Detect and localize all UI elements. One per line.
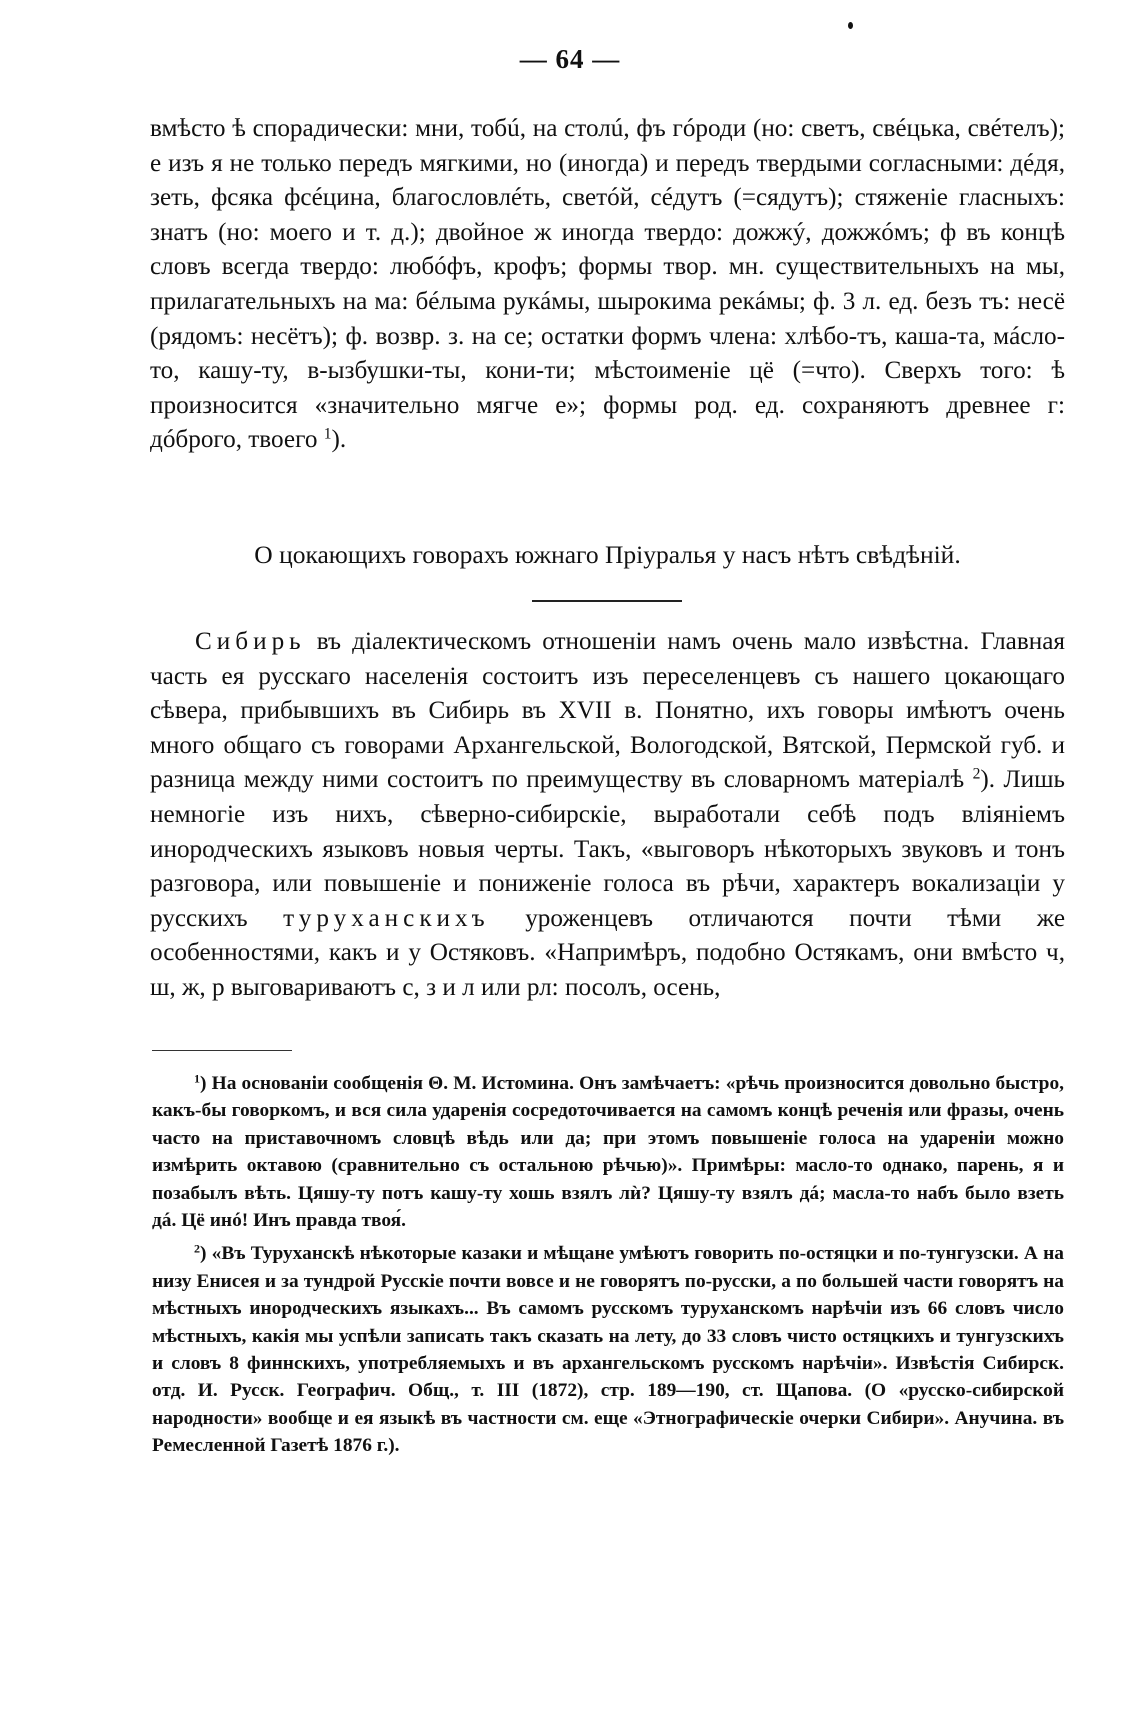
section-divider <box>532 600 682 602</box>
footnote-divider <box>152 1050 292 1051</box>
paragraph-end: ). <box>331 426 347 454</box>
footnote-ref-1: 1 <box>323 425 332 443</box>
paragraph-siberia <box>150 625 1065 1006</box>
spaced-word-siberia: Сибирь <box>195 628 306 655</box>
paragraph-text-part3: уроженцевъ отличаются почти тѣми же особенностями, какъ и у Остяковъ. «Напримѣръ, подобно Остякамъ, они вмѣсто ч, ш, ж, р выговариваютъ с, з и л или рл: посолъ, осень, <box>150 904 1066 1001</box>
section-heading: О цокающихъ говорахъ южнаго Пріуралья у насъ нѣтъ свѣдѣній. <box>254 540 961 569</box>
ink-speck <box>848 22 853 29</box>
footnotes <box>152 1070 1064 1466</box>
footnote-marker: 1 <box>194 1071 201 1086</box>
paragraph-text-part2: ). Лишь немногіе изъ нихъ, сѣверно-сибирскіе, выработали себѣ подъ вліяніемъ инородческихъ языковъ новыя черты. Такъ, «выговоръ нѣкоторыхъ звуковъ и тонъ разговора, или повышеніе и пониженіе голоса въ рѣчи, характеръ вокализаціи у русскихъ <box>150 766 1065 932</box>
footnote-text: ) «Въ Туруханскѣ нѣкоторые казаки и мѣщане умѣютъ говорить по-остяцки и по-тунгузски. А на низу Енисея и за тундрой Русскіе почти вовсе и не говорятъ по-русски, а по большей части говорятъ на мѣстныхъ инородческихъ языкахъ... Въ самомъ русскомъ туруханскомъ нарѣчіи изъ 66 словъ число мѣстныхъ, какія мы успѣли записать такъ сказать на лету, до 33 словъ чисто остяцкихъ и тунгузскихъ и словъ 8 финнскихъ, употребляемыхъ и въ архангельскомъ русскомъ нарѣчіи». Извѣстія Сибирск. отд. И. Русск. Географич. Общ., т. III (1872), стр. 189—190, ст. Щапова. (О «русско-сибирской народности» вообще и ея языкѣ въ частности см. еще «Этнографическіе очерки Сибири». Анучина. въ Ремесленной Газетѣ 1876 г.). <box>152 1243 1064 1457</box>
paragraph-text-part1: въ діалектическомъ отношеніи намъ очень мало извѣстна. Главная часть ея русскаго населенія состоитъ изъ переселенцевъ съ нашего цокающаго сѣвера, прибывшихъ въ Сибирь въ XVII в. Понятно, ихъ говоры имѣютъ очень много общаго съ говорами Архангельской, Вологодской, Вятской, Пермской губ. и разница между ними состоитъ по преимуществу въ словарномъ матеріалѣ <box>150 628 1065 794</box>
spaced-word-turukhansk: туруханскихъ <box>283 904 490 932</box>
footnote-1 <box>152 1070 1064 1234</box>
paragraph-dialect-features <box>150 112 1065 458</box>
footnote-ref-2: 2 <box>972 765 981 783</box>
page-number: — 64 — <box>519 44 621 74</box>
footnote-text: ) На основаніи сообщенія Θ. М. Истомина. Онъ замѣчаетъ: «рѣчь произносится довольно быстро, какъ-бы говоркомъ, и вся сила ударенія сосредоточивается на самомъ концѣ реченія или фразы, очень часто на приставочномъ словцѣ вѣдь или да; при этомъ повышеніе голоса на удареніи можно измѣрить октавою (сравнительно съ остальною рѣчью)». Примѣры: масло-то однако, парень, я и позабылъ вѣть. Цяшу-ту потъ кашу-ту хошь взялъ лѝ? Цяшу-ту взялъ дá; масла-то набъ было взеть дá. Цё инó! Инъ правда твоя́. <box>152 1073 1064 1232</box>
paragraph-text: вмѣсто ѣ спорадически: мни, тобú, на столú, фъ гóроди (но: светъ, свéцька, свéтелъ); е изъ я не только передъ мягкими, но (иногда) и передъ твердыми согласными: дéдя, зеть, фсяка фсéцина, благословлéть, светóй, сéдутъ (=сядутъ); стяженіе гласныхъ: знатъ (но: моего и т. д.); двойное ж иногда твердо: дожжý, дожжóмъ; ф въ концѣ словъ всегда твердо: любóфъ, крофъ; формы твор. мн. существительныхъ на мы, прилагательныхъ на ма: бéлыма рукáмы, шырокима рекáмы; ф. 3 л. ед. безъ тъ: несё (рядомъ: несётъ); ф. возвр. з. на се; остатки формъ члена: хлѣбо-тъ, каша-та, мáсло-то, кашу-ту, в-ызбушки-ты, кони-ти; мѣстоименіе цё (=что). Сверхъ того: ѣ произносится «значительно мягче е»; формы род. ед. сохраняютъ древнее г: дóброго, твоего <box>150 115 1065 454</box>
footnote-2 <box>152 1240 1064 1459</box>
footnote-marker: 2 <box>194 1241 201 1256</box>
